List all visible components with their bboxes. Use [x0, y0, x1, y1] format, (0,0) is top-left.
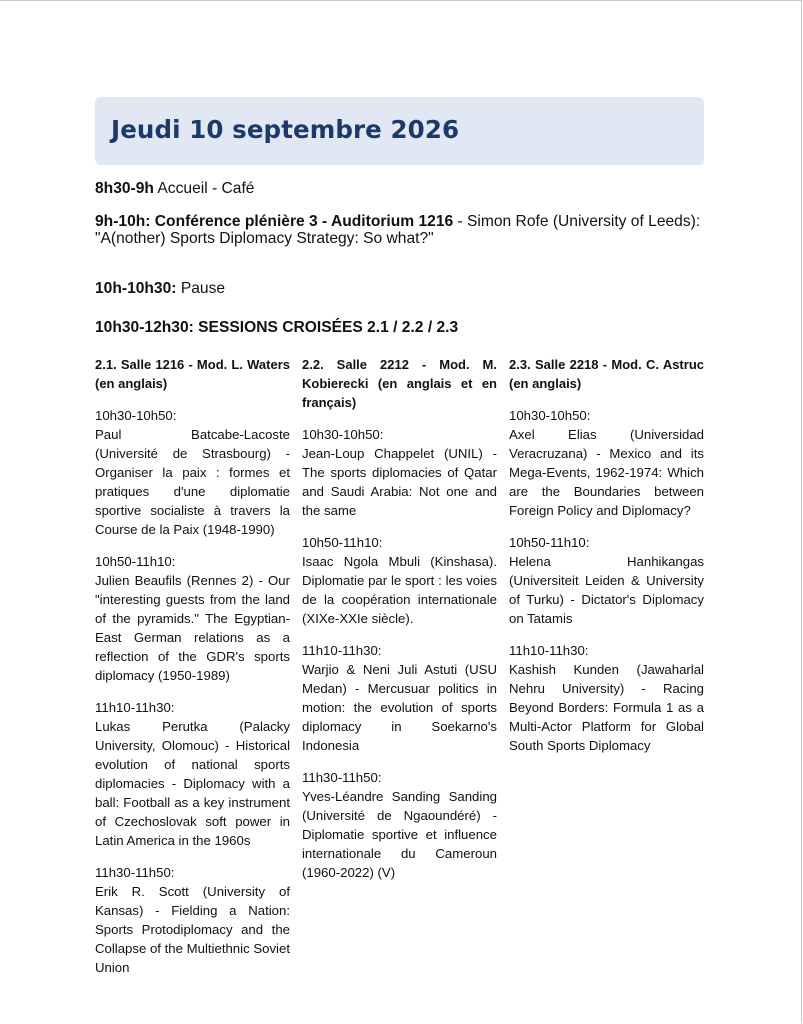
schedule-text: - Simon Rofe (University of Leeds): "A(nother) Sports Diplomacy Strategy: So what?": [95, 213, 701, 247]
talk-item: [302, 533, 497, 628]
talk-item: [509, 641, 704, 755]
talk-time: 10h30-10h50:: [509, 408, 591, 423]
schedule-time: 10h30-12h30: SESSIONS CROISÉES 2.1 / 2.2 / 2.3: [95, 319, 459, 336]
talk-item: [95, 552, 290, 685]
session-column-2-2: [302, 355, 497, 895]
talk-time: 11h10-11h30:: [95, 700, 175, 715]
talk-time: 11h10-11h30:: [509, 643, 589, 658]
talk-time: 11h10-11h30:: [302, 643, 382, 658]
schedule-item-sessions: [95, 319, 705, 336]
talk-description: Erik R. Scott (University of Kansas) - Fielding a Nation: Sports Protodiplomacy and the Collapse of the Multiethnic Soviet Union: [95, 884, 290, 975]
talk-item: [509, 533, 704, 628]
talk-item: [95, 406, 290, 539]
talk-item: [302, 425, 497, 520]
talk-time: 10h30-10h50:: [302, 427, 384, 442]
session-heading: 2.1. Salle 1216 - Mod. L. Waters (en anglais): [95, 357, 290, 391]
talk-item: [95, 698, 290, 850]
talk-item: [509, 406, 704, 520]
talk-time: 10h50-11h10:: [302, 535, 383, 550]
talk-description: Lukas Perutka (Palacky University, Olomouc) - Historical evolution of national sports diplomacies - Diplomacy with a ball: Football as a key instrument of Czechoslovak soft power in Latin America in the 1960s: [95, 719, 290, 848]
session-column-2-1: [95, 355, 290, 990]
talk-item: [302, 768, 497, 882]
talk-description: Axel Elias (Universidad Veracruzana) - Mexico and its Mega-Events, 1962-1974: Which are the Boundaries between Foreign Policy and Diplomacy?: [509, 427, 704, 518]
day-header: [95, 97, 704, 165]
talk-time: 11h30-11h50:: [302, 770, 382, 785]
talk-description: Paul Batcabe-Lacoste (Université de Strasbourg) - Organiser la paix : formes et pratiques d'une diplomatie sportive socialiste à travers la Course de la Paix (1948-1990): [95, 427, 290, 537]
talk-item: [302, 641, 497, 755]
session-column-2-3: [509, 355, 704, 768]
talk-description: Jean-Loup Chappelet (UNIL) - The sports diplomacies of Qatar and Saudi Arabia: Not one and the same: [302, 446, 497, 518]
schedule-time: 8h30-9h: [95, 180, 154, 197]
talk-description: Kashish Kunden (Jawaharlal Nehru University) - Racing Beyond Borders: Formula 1 as a Multi-Actor Platform for Global South Sports Diplomacy: [509, 662, 704, 753]
page-title: Jeudi 10 septembre 2026: [111, 115, 460, 144]
talk-description: Helena Hanhikangas (Universiteit Leiden & University of Turku) - Dictator's Diplomacy on Tatamis: [509, 554, 704, 626]
schedule-text: Pause: [176, 280, 226, 297]
schedule-item-plenary: [95, 213, 705, 247]
talk-time: 10h50-11h10:: [509, 535, 590, 550]
schedule-item-welcome: [95, 180, 705, 197]
talk-description: Yves-Léandre Sanding Sanding (Université de Ngaoundéré) - Diplomatie sportive et influence internationale du Cameroun (1960-2022) (V): [302, 789, 497, 880]
talk-time: 10h30-10h50:: [95, 408, 177, 423]
talk-description: Warjio & Neni Juli Astuti (USU Medan) - Mercusuar politics in motion: the evolution of sports diplomacy in Soekarno's Indonesia: [302, 662, 497, 753]
talk-item: [95, 863, 290, 977]
talk-time: 10h50-11h10:: [95, 554, 176, 569]
schedule-item-break: [95, 280, 705, 297]
talk-description: Julien Beaufils (Rennes 2) - Our "interesting guests from the land of the pyramids." The Egyptian-East German relations as a reflection of the GDR's sports diplomacy (1950-1989): [95, 573, 290, 683]
schedule-text: Accueil - Café: [153, 180, 255, 197]
schedule-time: 10h-10h30:: [95, 280, 177, 297]
schedule-time: 9h-10h: Conférence plénière 3 - Auditorium 1216: [95, 213, 454, 230]
session-heading: 2.2. Salle 2212 - Mod. M. Kobierecki (en anglais et en français): [302, 357, 497, 410]
talk-description: Isaac Ngola Mbuli (Kinshasa). Diplomatie par le sport : les voies de la coopération internationale (XIXe-XXIe siècle).: [302, 554, 497, 626]
talk-time: 11h30-11h50:: [95, 865, 175, 880]
session-heading: 2.3. Salle 2218 - Mod. C. Astruc (en anglais): [509, 357, 704, 391]
